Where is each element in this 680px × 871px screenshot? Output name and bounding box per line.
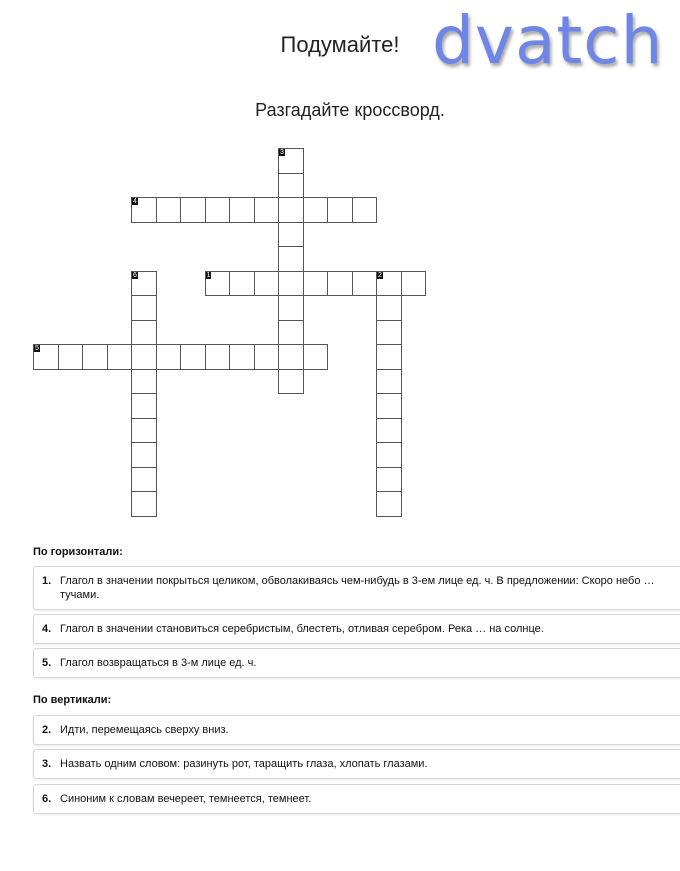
down-heading: По вертикали: <box>33 694 112 706</box>
clue-text: Назвать одним словом: разинуть рот, таращить глаза, хлопать глазами. <box>60 758 428 770</box>
crossword-cell[interactable] <box>352 197 378 223</box>
clue-number: 5. <box>42 657 52 669</box>
crossword-cell[interactable] <box>156 197 182 223</box>
crossword-cell[interactable] <box>401 271 427 297</box>
crossword-cell[interactable] <box>352 271 378 297</box>
crossword-cell[interactable] <box>131 344 157 370</box>
clue-text: Глагол возвращаться в 3-м лице ед. ч. <box>60 657 257 669</box>
crossword-cell[interactable] <box>33 344 59 370</box>
crossword-cell[interactable] <box>376 393 402 419</box>
crossword-cell[interactable] <box>376 418 402 444</box>
clue-text: Идти, перемещаясь сверху вниз. <box>60 724 229 736</box>
clue-number: 1. <box>42 575 52 587</box>
crossword-cell[interactable] <box>376 271 402 297</box>
crossword-clue-number: 6 <box>133 271 137 279</box>
crossword-cell[interactable] <box>303 271 329 297</box>
crossword-cell[interactable] <box>156 344 182 370</box>
crossword-cell[interactable] <box>376 467 402 493</box>
crossword-cell[interactable] <box>205 197 231 223</box>
clue-across-4 <box>33 614 680 644</box>
crossword-cell[interactable] <box>327 197 353 223</box>
clue-across-1 <box>33 566 680 610</box>
crossword-cell[interactable] <box>131 467 157 493</box>
crossword-cell[interactable] <box>278 197 304 223</box>
crossword-cell[interactable] <box>131 393 157 419</box>
crossword-cell[interactable] <box>376 320 402 346</box>
crossword-cell[interactable] <box>131 491 157 517</box>
crossword-cell[interactable] <box>131 369 157 395</box>
crossword-cell[interactable] <box>376 295 402 321</box>
crossword-cell[interactable] <box>131 442 157 468</box>
crossword-cell[interactable] <box>180 197 206 223</box>
crossword-cell[interactable] <box>229 197 255 223</box>
crossword-cell[interactable] <box>376 344 402 370</box>
crossword-cell[interactable] <box>278 271 304 297</box>
crossword-cell[interactable] <box>131 295 157 321</box>
crossword-cell[interactable] <box>376 491 402 517</box>
crossword-cell[interactable] <box>254 271 280 297</box>
crossword-cell[interactable] <box>58 344 84 370</box>
crossword-cell[interactable] <box>278 173 304 199</box>
crossword-cell[interactable] <box>376 442 402 468</box>
crossword-cell[interactable] <box>278 222 304 248</box>
crossword-cell[interactable] <box>131 271 157 297</box>
crossword-cell[interactable] <box>303 344 329 370</box>
clue-across-5 <box>33 648 680 678</box>
crossword-cell[interactable] <box>131 418 157 444</box>
clue-number: 4. <box>42 623 52 635</box>
crossword-cell[interactable] <box>303 197 329 223</box>
across-heading: По горизонтали: <box>33 546 123 558</box>
crossword-cell[interactable] <box>82 344 108 370</box>
crossword-cell[interactable] <box>131 197 157 223</box>
crossword-cell[interactable] <box>205 344 231 370</box>
crossword-clue-number: 1 <box>206 271 211 279</box>
crossword-cell[interactable] <box>254 344 280 370</box>
crossword-cell[interactable] <box>278 295 304 321</box>
crossword-cell[interactable] <box>205 271 231 297</box>
clue-down-3 <box>33 749 680 779</box>
crossword-cell[interactable] <box>254 197 280 223</box>
clue-text: Глагол в значении покрыться целиком, обволакиваясь чем-нибудь в 3-ем лице ед. ч. В предложении: Скоро небо … тучами. <box>60 575 655 601</box>
clue-number: 6. <box>42 793 52 805</box>
crossword-cell[interactable] <box>327 271 353 297</box>
clue-text: Синоним к словам вечереет, темнеется, темнеет. <box>60 793 312 805</box>
clue-down-6 <box>33 784 680 814</box>
crossword-clue-number: 2 <box>378 271 382 279</box>
crossword-cell[interactable] <box>278 369 304 395</box>
crossword-cell[interactable] <box>107 344 133 370</box>
page-title: Подумайте! <box>280 32 400 57</box>
crossword-cell[interactable] <box>229 271 255 297</box>
crossword-clue-number: 4 <box>133 198 137 205</box>
clue-number: 2. <box>42 724 52 736</box>
clue-text: Глагол в значении становиться серебристым, блестеть, отливая серебром. Река … на солнце. <box>60 623 544 635</box>
page-subtitle: Разгадайте кроссворд. <box>255 100 445 120</box>
clue-down-2 <box>33 715 680 745</box>
crossword-cell[interactable] <box>229 344 255 370</box>
crossword-clue-number: 5 <box>35 345 39 352</box>
crossword-cell[interactable] <box>131 320 157 346</box>
crossword-clue-number: 3 <box>280 149 284 156</box>
crossword-cell[interactable] <box>278 344 304 370</box>
crossword-cell[interactable] <box>278 148 304 174</box>
crossword-cell[interactable] <box>376 369 402 395</box>
crossword-cell[interactable] <box>180 344 206 370</box>
clue-number: 3. <box>42 758 52 770</box>
crossword-cell[interactable] <box>278 246 304 272</box>
crossword-cell[interactable] <box>278 320 304 346</box>
watermark-logo: dvatch <box>432 2 664 79</box>
